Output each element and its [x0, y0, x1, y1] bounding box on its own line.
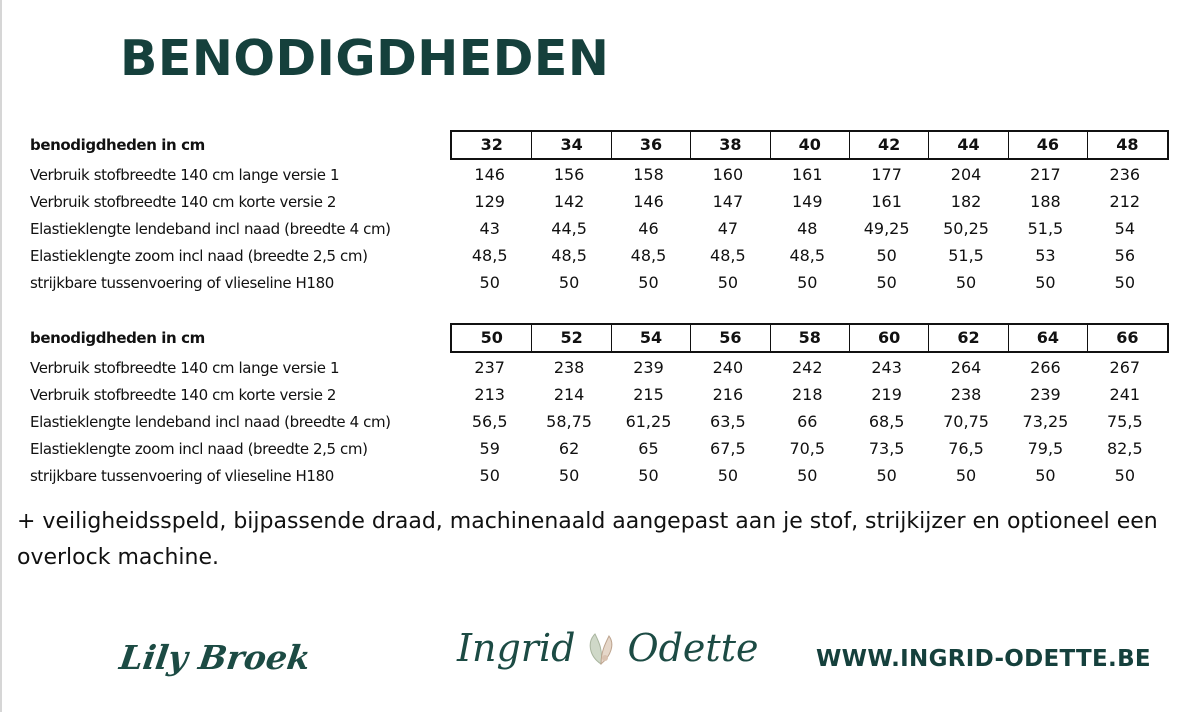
value-cell: 50 [479, 466, 500, 485]
page-title: BENODIGDHEDEN [120, 30, 610, 87]
value-cell: 215 [633, 385, 664, 404]
size-header-cells [450, 130, 1169, 160]
row-cells [450, 466, 1165, 485]
value-cell: 50 [638, 466, 659, 485]
size-header-cell: 52 [531, 325, 610, 351]
value-cell: 214 [553, 385, 585, 404]
row-cells [450, 192, 1165, 211]
row-label: Elastieklengte lendeband incl naad (breedte 4 cm) [30, 412, 391, 431]
size-header-cell: 66 [1087, 325, 1166, 351]
row-cells [450, 385, 1165, 404]
size-header-cell: 44 [928, 132, 1007, 158]
size-header-cell: 46 [1008, 132, 1087, 158]
value-cell: 188 [1030, 192, 1061, 211]
logo-text-right: Odette [627, 626, 759, 670]
value-cell: 146 [633, 192, 664, 211]
size-header-cell: 62 [928, 325, 1007, 351]
value-cell: 146 [474, 165, 505, 184]
size-header-cell: 56 [690, 325, 769, 351]
value-cell: 46 [638, 219, 659, 238]
value-cell: 50 [479, 273, 500, 292]
logo-text-left: Ingrid [457, 626, 576, 670]
value-cell: 50 [876, 246, 897, 265]
value-cell: 76,5 [948, 439, 984, 458]
value-cell: 238 [950, 385, 982, 404]
value-cell: 47 [717, 219, 739, 238]
row-label: strijkbare tussenvoering of vlieseline H180 [30, 466, 334, 485]
value-cell: 59 [479, 439, 500, 458]
value-cell: 204 [950, 165, 982, 184]
leaf-icon [581, 628, 621, 668]
value-cell: 239 [633, 358, 664, 377]
value-cell: 50 [1114, 273, 1135, 292]
extra-supplies-note: + veiligheidsspeld, bijpassende draad, machinenaald aangepast aan je stof, strijkijzer en optioneel een overlock machine. [17, 509, 1158, 570]
row-label: Elastieklengte zoom incl naad (breedte 2,5 cm) [30, 246, 368, 265]
value-cell: 266 [1030, 358, 1061, 377]
value-cell: 267 [1109, 358, 1141, 377]
size-header-cell: 48 [1087, 132, 1166, 158]
value-cell: 50 [1114, 466, 1135, 485]
value-cell: 51,5 [948, 246, 984, 265]
value-cell: 73,25 [1022, 412, 1069, 431]
value-cell: 182 [950, 192, 982, 211]
value-cell: 50 [717, 466, 739, 485]
table-header-label: benodigdheden in cm [30, 329, 205, 347]
value-cell: 238 [553, 358, 585, 377]
value-cell: 237 [474, 358, 505, 377]
value-cell: 160 [712, 165, 744, 184]
row-label: Elastieklengte zoom incl naad (breedte 2,5 cm) [30, 439, 368, 458]
value-cell: 61,25 [625, 412, 672, 431]
row-label: Verbruik stofbreedte 140 cm korte versie 2 [30, 192, 337, 211]
size-header-cell: 42 [849, 132, 928, 158]
table-header-label: benodigdheden in cm [30, 136, 205, 154]
value-cell: 48,5 [710, 246, 746, 265]
row-label: Elastieklengte lendeband incl naad (breedte 4 cm) [30, 219, 391, 238]
size-header-cell: 58 [770, 325, 849, 351]
value-cell: 158 [633, 165, 664, 184]
value-cell: 239 [1030, 385, 1061, 404]
value-cell: 79,5 [1027, 439, 1064, 458]
table-row [30, 408, 1169, 435]
value-cell: 48,5 [789, 246, 826, 265]
value-cell: 56,5 [471, 412, 508, 431]
table-row [30, 381, 1169, 408]
size-header-cell: 32 [480, 135, 503, 154]
value-cell: 241 [1109, 385, 1141, 404]
value-cell: 67,5 [710, 439, 746, 458]
table-row [30, 462, 1169, 489]
table-row [30, 161, 1169, 188]
row-cells [450, 246, 1165, 265]
value-cell: 149 [791, 192, 823, 211]
value-cell: 68,5 [868, 412, 905, 431]
value-cell: 218 [791, 385, 823, 404]
table-header-row [30, 323, 1169, 353]
value-cell: 212 [1109, 192, 1141, 211]
value-cell: 177 [871, 165, 902, 184]
value-cell: 73,5 [868, 439, 905, 458]
value-cell: 50 [955, 466, 977, 485]
table-row [30, 354, 1169, 381]
value-cell: 50 [876, 466, 897, 485]
size-header-cell: 36 [611, 132, 690, 158]
size-table-2 [30, 323, 1169, 489]
value-cell: 48 [797, 219, 818, 238]
value-cell: 62 [558, 439, 580, 458]
value-cell: 50,25 [943, 219, 989, 238]
value-cell: 50 [797, 466, 818, 485]
value-cell: 219 [871, 385, 902, 404]
value-cell: 82,5 [1107, 439, 1143, 458]
size-header-cell: 34 [531, 132, 610, 158]
row-label: strijkbare tussenvoering of vlieseline H180 [30, 273, 334, 292]
value-cell: 50 [876, 273, 897, 292]
value-cell: 48,5 [551, 246, 587, 265]
table-row [30, 435, 1169, 462]
value-cell: 129 [474, 192, 505, 211]
value-cell: 161 [791, 165, 823, 184]
value-cell: 75,5 [1107, 412, 1143, 431]
value-cell: 63,5 [710, 412, 746, 431]
table-body [30, 161, 1169, 296]
value-cell: 50 [955, 273, 977, 292]
value-cell: 70,5 [789, 439, 826, 458]
size-header-cell: 54 [611, 325, 690, 351]
value-cell: 50 [797, 273, 818, 292]
value-cell: 48,5 [630, 246, 667, 265]
lily-broek-logo: Lily Broek [117, 638, 313, 677]
table-header-row [30, 130, 1169, 160]
value-cell: 50 [1035, 466, 1056, 485]
value-cell: 66 [797, 412, 818, 431]
value-cell: 242 [791, 358, 823, 377]
row-cells [450, 412, 1165, 431]
row-label: Verbruik stofbreedte 140 cm lange versie 1 [30, 165, 340, 184]
value-cell: 161 [871, 192, 902, 211]
value-cell: 70,75 [943, 412, 989, 431]
size-table-1 [30, 130, 1169, 296]
value-cell: 49,25 [863, 219, 910, 238]
value-cell: 147 [712, 192, 744, 211]
value-cell: 236 [1109, 165, 1141, 184]
website-link[interactable]: WWW.INGRID-ODETTE.BE [816, 646, 1151, 672]
size-header-cell: 60 [849, 325, 928, 351]
value-cell: 50 [717, 273, 739, 292]
value-cell: 217 [1030, 165, 1061, 184]
size-header-cell: 40 [770, 132, 849, 158]
value-cell: 264 [950, 358, 982, 377]
ingrid-odette-logo [457, 626, 758, 670]
value-cell: 44,5 [551, 219, 587, 238]
value-cell: 51,5 [1027, 219, 1064, 238]
value-cell: 156 [553, 165, 585, 184]
row-label: Verbruik stofbreedte 140 cm lange versie 1 [30, 358, 340, 377]
page-left-border [0, 0, 2, 712]
table-row [30, 242, 1169, 269]
row-cells [450, 439, 1165, 458]
size-header-cell: 64 [1008, 325, 1087, 351]
row-cells [450, 219, 1165, 238]
table-row [30, 215, 1169, 242]
value-cell: 240 [712, 358, 744, 377]
value-cell: 56 [1114, 246, 1135, 265]
value-cell: 43 [479, 219, 500, 238]
value-cell: 243 [871, 358, 902, 377]
size-header-cell: 50 [480, 328, 503, 347]
table-body [30, 354, 1169, 489]
value-cell: 58,75 [546, 412, 592, 431]
value-cell: 54 [1114, 219, 1135, 238]
table-row [30, 269, 1169, 296]
row-cells [450, 165, 1165, 184]
table-row [30, 188, 1169, 215]
value-cell: 65 [638, 439, 659, 458]
value-cell: 216 [712, 385, 744, 404]
row-label: Verbruik stofbreedte 140 cm korte versie 2 [30, 385, 337, 404]
row-cells [450, 273, 1165, 292]
size-header-cells [450, 323, 1169, 353]
size-header-cell: 38 [690, 132, 769, 158]
value-cell: 53 [1035, 246, 1056, 265]
value-cell: 50 [1035, 273, 1056, 292]
value-cell: 213 [474, 385, 505, 404]
value-cell: 50 [558, 466, 580, 485]
value-cell: 48,5 [471, 246, 508, 265]
value-cell: 50 [558, 273, 580, 292]
value-cell: 142 [553, 192, 585, 211]
row-cells [450, 358, 1165, 377]
value-cell: 50 [638, 273, 659, 292]
